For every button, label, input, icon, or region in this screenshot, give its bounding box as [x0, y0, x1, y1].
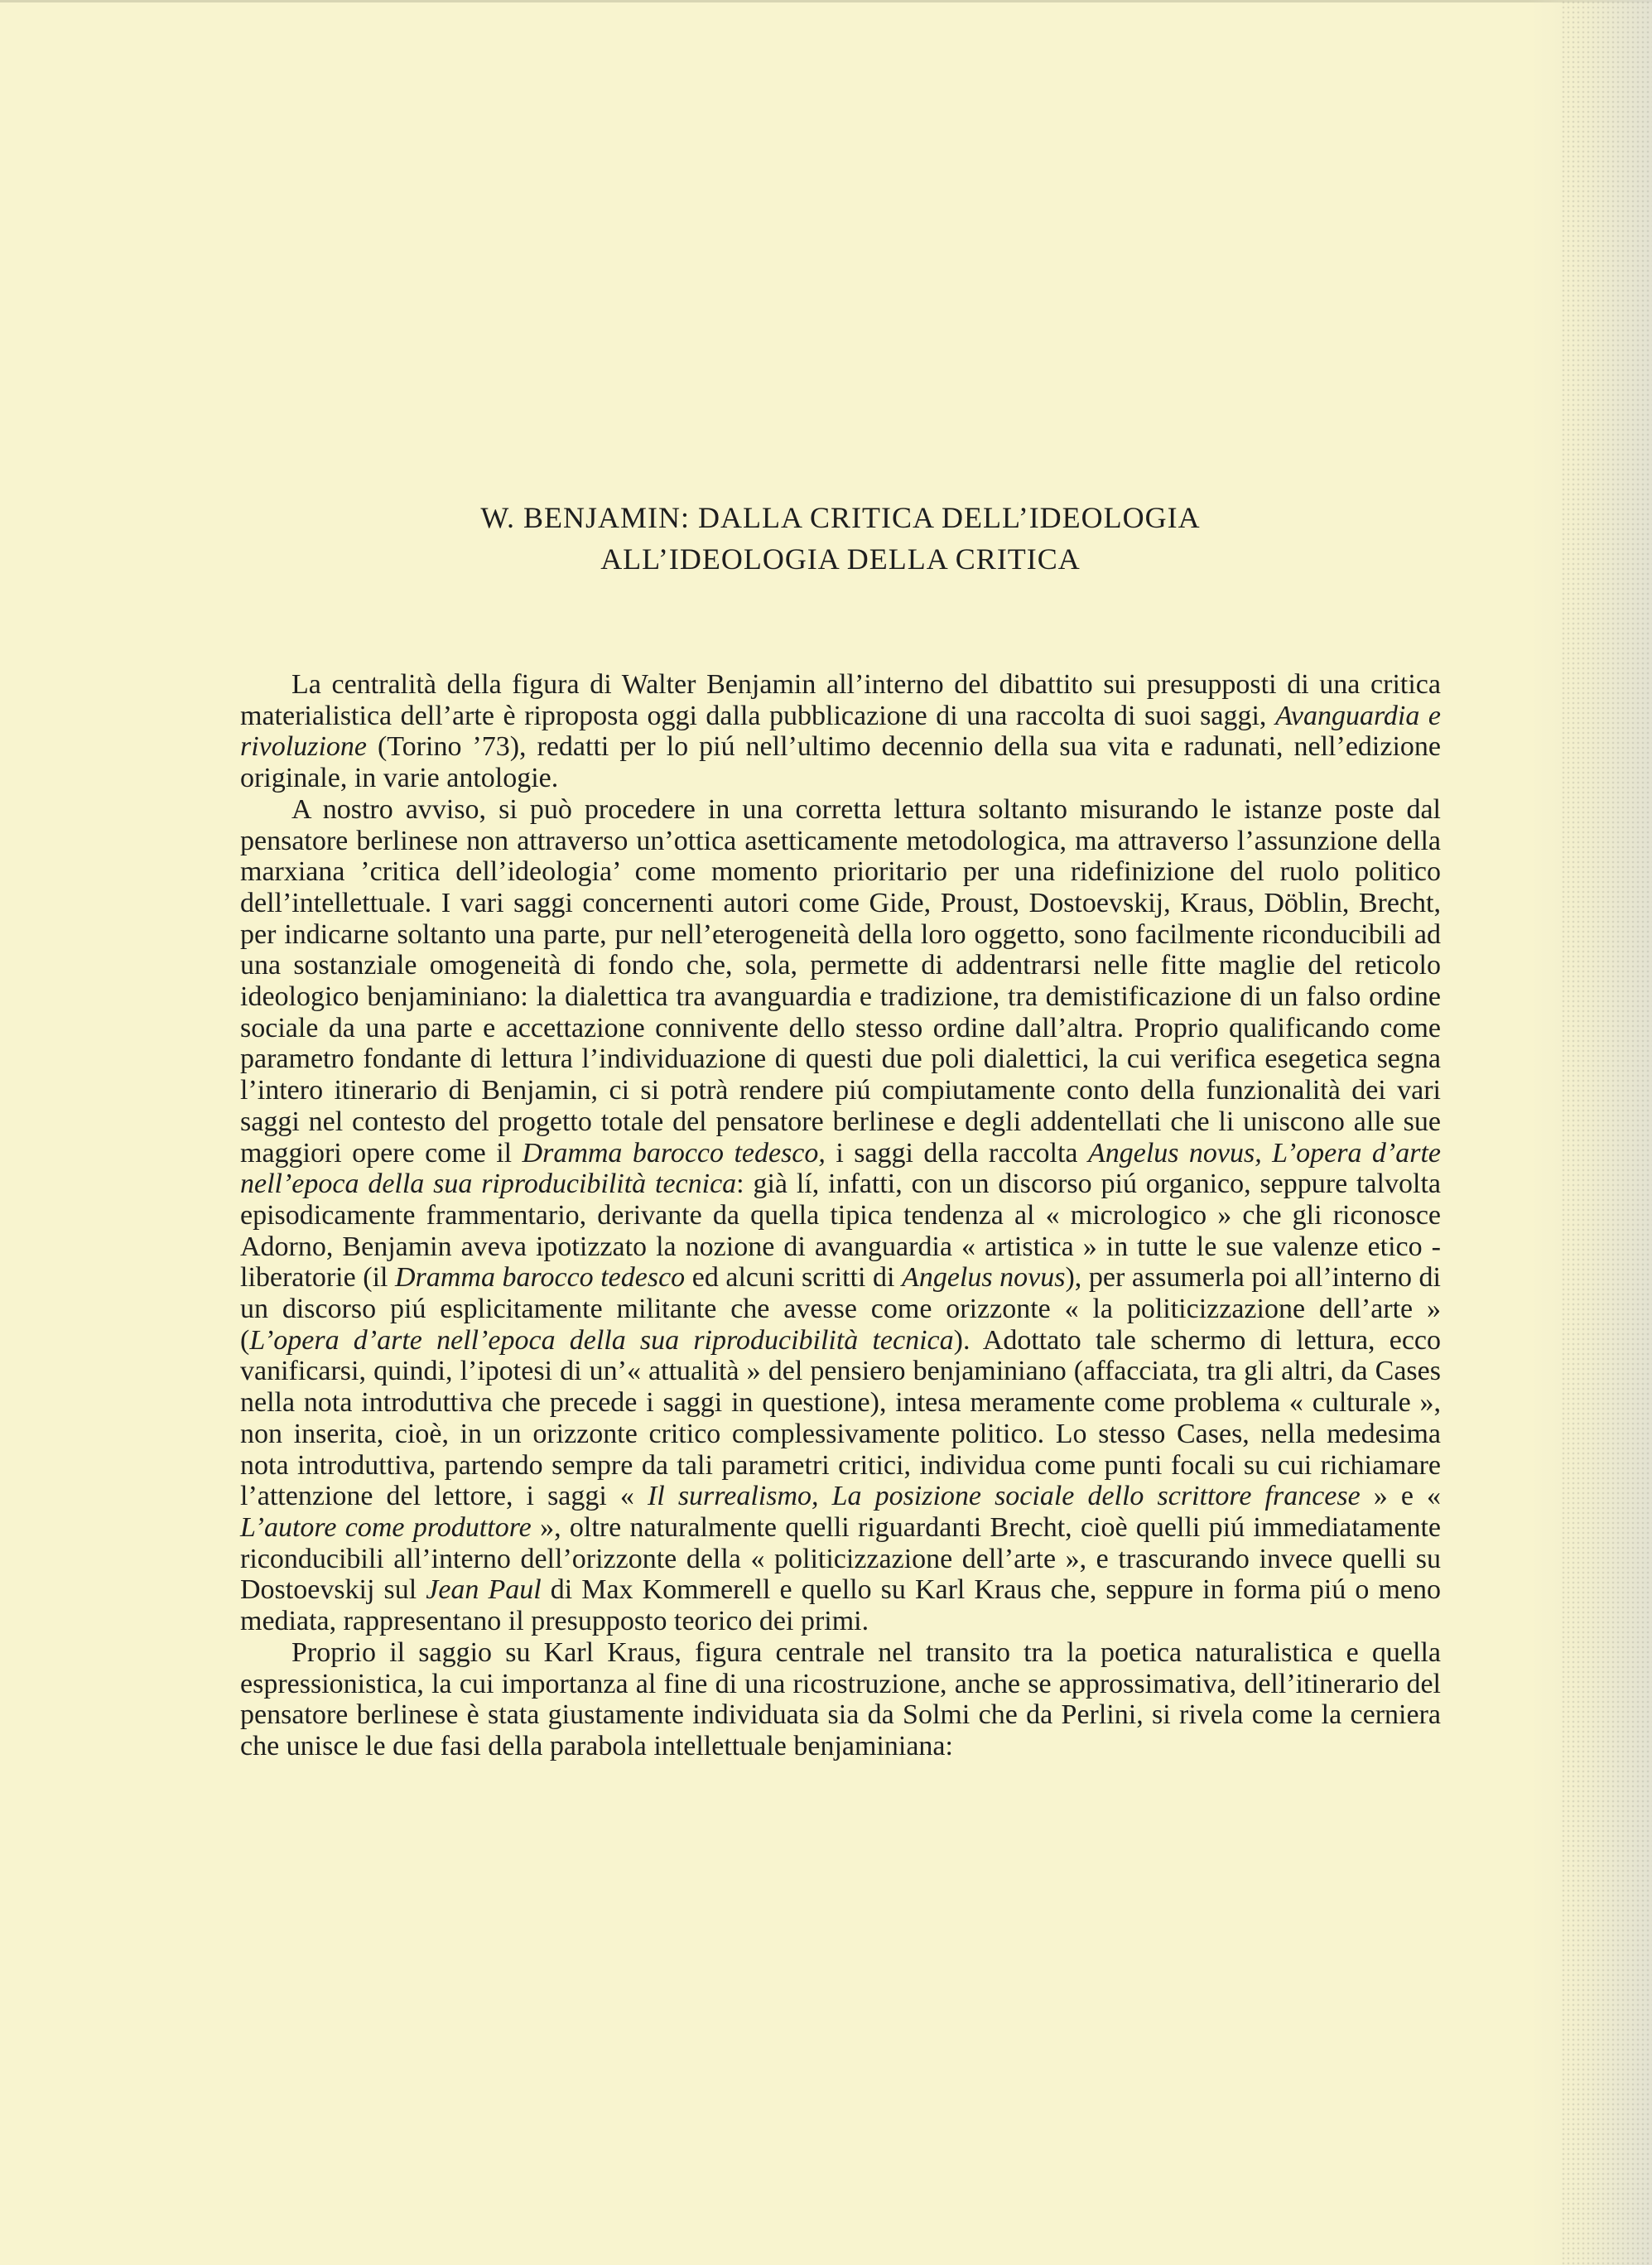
italic-title-run: L’opera d’arte nell’epoca della sua riproducibilità tecnica [249, 1324, 954, 1356]
text-run: A nostro avviso, si può procedere in una corretta lettura soltanto misurando le istanze poste dal pensatore berlinese non attraverso un’ottica asetticamente metodologica, ma attraverso l’assunzione della marxiana ’critica dell’ideologia’ come momento prioritario per una ridefinizione del ruolo politico dell’intellettuale. I vari saggi concernenti autori come Gide, Proust, Dostoevskij, Kraus, Döblin, Brecht, per indicarne soltanto una parte, pur nell’eterogeneità della loro oggetto, sono facilmente riconducibili ad una sostanziale omogeneità di fondo che, sola, permette di addentrarsi nelle fitte maglie del reticolo ideologico benjaminiano: la dialettica tra avanguardia e tradizione, tra demistificazione di un falso ordine sociale da una parte e accettazione connivente dello stesso ordine dall’altra. Proprio qualificando come parametro fondante di lettura l’individuazione di questi due poli dialettici, la cui verifica esegetica segna l’intero itinerario di Benjamin, ci si potrà rendere piú compiutamente conto della funzionalità dei vari saggi nel contesto del progetto totale del pensatore berlinese e degli addentellati che li uniscono alle sue maggiori opere come il [240, 793, 1441, 1169]
text-run: La centralità della figura di Walter Benjamin all’interno del dibattito sui presupposti di una critica materialistica dell’arte è riproposta oggi dalla pubblicazione di una raccolta di suoi saggi, [240, 669, 1441, 731]
text-run: » e « [1360, 1481, 1442, 1512]
article-body [240, 669, 1441, 1762]
text-run: i saggi della raccolta [825, 1137, 1088, 1169]
scan-top-edge [0, 0, 1652, 2]
italic-title-run: Angelus novus, L’opera d’arte nell’epoca della sua riproducibilità tecnica [240, 1137, 1442, 1200]
article-title-line-1: W. BENJAMIN: DALLA CRITICA DELL’IDEOLOGIA [480, 501, 1201, 534]
article-title-line-2: ALL’IDEOLOGIA DELLA CRITICA [600, 542, 1081, 576]
scan-right-edge-texture [1561, 0, 1652, 2265]
text-run: ), per assumerla poi all’interno di un discorso piú esplicitamente militante che avesse come orizzonte « la politicizzazione dell’arte » ( [240, 1262, 1441, 1356]
text-run: », oltre naturalmente quelli riguardanti Brecht, cioè quelli piú immediatamente riconducibili all’interno dell’orizzonte della « politicizzazione dell’arte », e trascurando invece quelli su Dostoevskij sul [240, 1511, 1441, 1606]
paragraph-1 [240, 669, 1441, 794]
italic-title-run: L’autore come produttore [240, 1511, 532, 1543]
text-run: ed alcuni scritti di [685, 1262, 903, 1294]
italic-title-run: Jean Paul [426, 1574, 542, 1606]
article-title [240, 497, 1441, 580]
text-run: ). Adottato tale schermo di lettura, ecco vanificarsi, quindi, l’ipotesi di un’« attualità » del pensiero benjaminiano (affacciata, tra gli altri, da Cases nella nota introduttiva che precede i saggi in questione), intesa meramente come problema « culturale », non inserita, cioè, in un orizzonte critico complessivamente politico. Lo stesso Cases, nella medesima nota introduttiva, partendo sempre da tali parametri critici, individua come punti focali su cui richiamare l’attenzione del lettore, i saggi « [240, 1324, 1441, 1512]
italic-title-run: Angelus novus [902, 1262, 1066, 1294]
text-run: (Torino ’73), redatti per lo piú nell’ultimo decennio della sua vita e radunati, nell’edizione originale, in varie antologie. [240, 731, 1441, 794]
italic-title-run: Dramma barocco tedesco [395, 1262, 686, 1294]
italic-title-run: Il surrealismo, La posizione sociale dello scrittore francese [647, 1481, 1361, 1512]
paragraph-3 [240, 1637, 1441, 1762]
italic-title-run: Dramma barocco tedesco, [522, 1137, 826, 1169]
text-run: Proprio il saggio su Karl Kraus, figura centrale nel transito tra la poetica naturalistica e quella espressionistica, la cui importanza al fine di una ricostruzione, anche se approssimativa, dell’itinerario del pensatore berlinese è stata giustamente individuata sia da Solmi che da Perlini, si rivela come la cerniera che unisce le due fasi della parabola intellettuale benjaminiana: [240, 1636, 1441, 1761]
italic-title-run: Avanguardia e rivoluzione [240, 700, 1441, 763]
text-run: : già lí, infatti, con un discorso piú organico, seppure talvolta episodicamente frammentario, derivante da quella tipica tendenza al « micrologico » che gli riconosce Adorno, Benjamin aveva ipotizzato la nozione di avanguardia « artistica » in tutte le sue valenze etico - liberatorie (il [240, 1169, 1441, 1294]
text-run: di Max Kommerell e quello su Karl Kraus che, seppure in forma piú o meno mediata, rappresentano il presupposto teorico dei primi. [240, 1574, 1441, 1637]
paragraph-2 [240, 794, 1441, 1637]
page-content [240, 497, 1441, 1762]
